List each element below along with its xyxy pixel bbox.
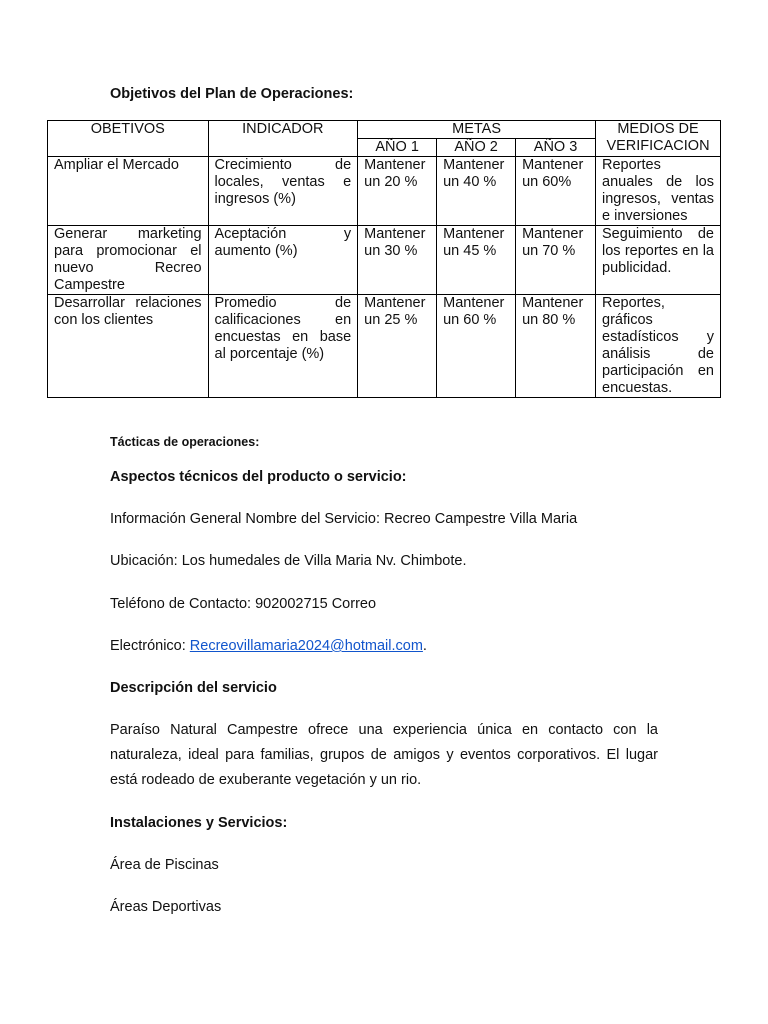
email-suffix: . [422, 638, 427, 654]
cell-anio3: Mantener un 70 % [516, 226, 596, 295]
cell-objetivo: Desarrollar relaciones con los clientes [48, 295, 209, 398]
operations-table [47, 120, 721, 398]
cell-anio2: Mantener un 45 % [437, 226, 516, 295]
descripcion-heading: Descripción del servicio [110, 680, 277, 696]
electronico-label: Electrónico: [110, 638, 190, 654]
cell-anio1: Mantener un 25 % [358, 295, 437, 398]
table-header-row [48, 121, 721, 139]
header-indicador: INDICADOR [208, 121, 358, 157]
cell-indicador: Aceptación y aumento (%) [208, 226, 358, 295]
cell-objetivo: Ampliar el Mercado [48, 157, 209, 226]
cell-anio1: Mantener un 20 % [358, 157, 437, 226]
header-medios: MEDIOS DE VERIFICACION [596, 121, 721, 157]
ubicacion-text: Ubicación: Los humedales de Villa Maria Nv. Chimbote. [110, 553, 467, 569]
descripcion-paragraph: Paraíso Natural Campestre ofrece una experiencia única en contacto con la naturaleza, ideal para familias, grupos de amigos y eventos corporativos. El lugar está rodeado de exuberante vegetación y un rio. [110, 722, 658, 788]
list-item: Área de Piscinas [110, 857, 219, 873]
tacticas-heading: Tácticas de operaciones: [110, 435, 260, 449]
table-row [48, 295, 721, 398]
cell-anio1: Mantener un 30 % [358, 226, 437, 295]
info-general-text: Información General Nombre del Servicio: Recreo Campestre Villa Maria [110, 511, 578, 527]
header-objetivos: OBETIVOS [48, 121, 209, 157]
table-row [48, 226, 721, 295]
section-title: Objetivos del Plan de Operaciones: [110, 86, 354, 102]
telefono-text: Teléfono de Contacto: 902002715 Correo [110, 596, 377, 612]
cell-objetivo: Generar marketing para promocionar el nuevo Recreo Campestre [48, 226, 209, 295]
header-anio1: AÑO 1 [358, 139, 437, 157]
aspectos-heading: Aspectos técnicos del producto o servicio: [110, 469, 407, 485]
header-metas: METAS [358, 121, 596, 139]
instalaciones-heading: Instalaciones y Servicios: [110, 815, 288, 831]
table-row [48, 157, 721, 226]
cell-indicador: Crecimiento de locales, ventas e ingresos (%) [208, 157, 358, 226]
cell-anio2: Mantener un 40 % [437, 157, 516, 226]
header-anio2: AÑO 2 [437, 139, 516, 157]
cell-anio3: Mantener un 60% [516, 157, 596, 226]
cell-medios: Reportes, gráficos estadísticos y análisis de participación en encuestas. [596, 295, 721, 398]
electronico-line [110, 634, 658, 659]
cell-medios: Seguimiento de los reportes en la publicidad. [596, 226, 721, 295]
list-item: Áreas Deportivas [110, 899, 222, 915]
cell-indicador: Promedio de calificaciones en encuestas en base al porcentaje (%) [208, 295, 358, 398]
cell-anio3: Mantener un 80 % [516, 295, 596, 398]
email-link[interactable]: Recreovillamaria2024@hotmail.com [189, 638, 423, 654]
cell-anio2: Mantener un 60 % [437, 295, 516, 398]
header-anio3: AÑO 3 [516, 139, 596, 157]
cell-medios: Reportes anuales de los ingresos, ventas e inversiones [596, 157, 721, 226]
